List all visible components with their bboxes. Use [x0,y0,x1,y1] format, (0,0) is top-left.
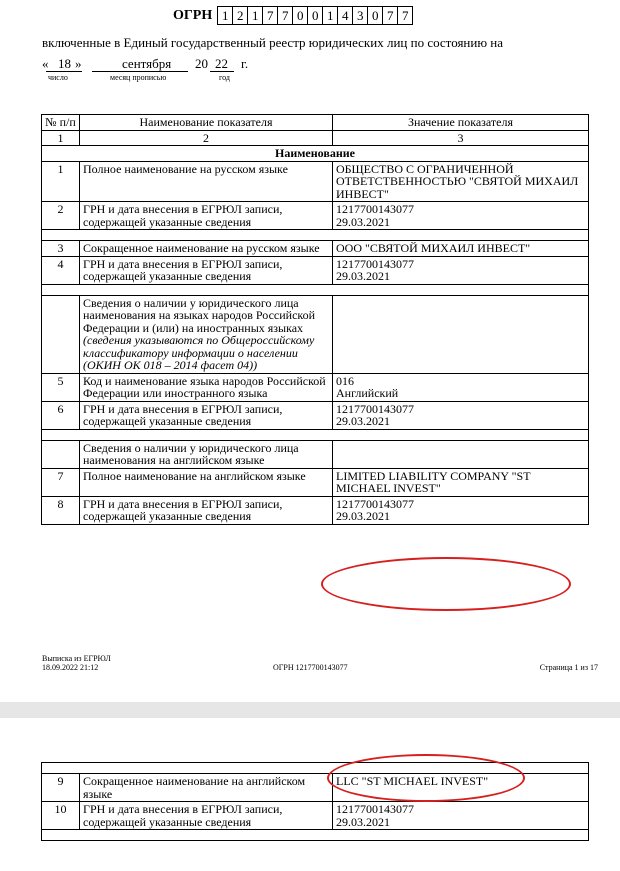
table-row [42,774,589,802]
month-caption: месяц прописью [110,73,167,82]
row-number: 5 [42,373,80,401]
row-number: 1 [42,161,80,202]
ogrn-digit: 4 [337,6,353,25]
column-number-row [42,130,589,146]
ogrn-digit: 7 [277,6,293,25]
grn-value: 1217700143077 [336,496,414,511]
row-label: Сокращенное наименование на английском языке [80,774,333,802]
grn-value: 1217700143077 [336,401,414,416]
row-value: ОБЩЕСТВО С ОГРАНИЧЕННОЙ ОТВЕТСТВЕННОСТЬЮ "СВЯТОЙ МИХАИЛ ИНВЕСТ" [333,161,589,202]
row-value [333,256,589,284]
column-number: 1 [42,130,80,146]
ogrn-digit: 0 [292,6,308,25]
row-value [333,373,589,401]
row-number: 3 [42,241,80,257]
spacer-row [42,230,589,241]
spacer-row [42,830,589,841]
egrul-table [41,114,589,525]
row-value [333,496,589,524]
date-month: сентября [122,56,172,71]
row-value: ООО "СВЯТОЙ МИХАИЛ ИНВЕСТ" [333,241,589,257]
row-label: ГРН и дата внесения в ЕГРЮЛ записи, содержащей указанные сведения [80,802,333,830]
section-row [42,146,589,162]
table-row [42,440,589,468]
record-date: 29.03.2021 [336,269,390,283]
row-number [42,295,80,373]
record-date: 29.03.2021 [336,214,390,229]
row-number: 6 [42,401,80,429]
ogrn-header [173,6,413,25]
table-row [42,802,589,830]
year-suffix: г. [241,56,249,71]
language-name: Английский [336,386,399,400]
document-page-2 [0,718,620,871]
table-row [42,401,589,429]
row-value [333,440,589,468]
column-header: Наименование показателя [80,115,333,131]
section-title: Наименование [42,146,589,162]
ogrn-label: ОГРН [173,7,213,23]
row-number: 10 [42,802,80,830]
grn-value: 1217700143077 [336,202,414,216]
row-label: ГРН и дата внесения в ЕГРЮЛ записи, содержащей указанные сведения [80,401,333,429]
table-row [42,161,589,202]
table-row [42,202,589,230]
column-number: 3 [333,130,589,146]
row-number [42,440,80,468]
egrul-table-continued [41,762,589,841]
table-row [42,256,589,284]
row-label: Полное наименование на английском языке [80,468,333,496]
column-header: Значение показателя [333,115,589,131]
row-label: ГРН и дата внесения в ЕГРЮЛ записи, содержащей указанные сведения [80,496,333,524]
language-code: 016 [336,373,354,388]
column-header: № п/п [42,115,80,131]
close-quote: » [75,56,82,71]
ogrn-digit: 7 [382,6,398,25]
spacer-row [42,429,589,440]
footer-ogrn: ОГРН 1217700143077 [273,663,348,672]
day-caption: число [48,73,68,82]
column-number: 2 [80,130,333,146]
ogrn-digit: 0 [307,6,323,25]
record-date: 29.03.2021 [336,414,390,428]
table-row [42,241,589,257]
ogrn-digit: 1 [217,6,233,25]
ogrn-digit: 1 [247,6,263,25]
footer-datetime: 18.09.2022 21:12 [42,663,99,672]
day-underline [46,71,82,72]
ogrn-digit: 1 [322,6,338,25]
ogrn-digit: 7 [262,6,278,25]
footer-source-label: Выписка из ЕГРЮЛ [42,654,111,663]
footer-page-number: Страница 1 из 17 [539,663,598,672]
table-header-row [42,115,589,131]
grn-value: 1217700143077 [336,256,414,271]
month-underline [92,71,188,72]
spacer-row [42,284,589,295]
row-number: 9 [42,774,80,802]
row-number: 7 [42,468,80,496]
row-number: 2 [42,202,80,230]
ogrn-digit: 2 [232,6,248,25]
record-date: 29.03.2021 [336,814,390,829]
table-row [42,295,589,373]
row-value [333,295,589,373]
row-label: Сведения о наличии у юридического лица наименования на английском языке [80,440,333,468]
row-label: Сокращенное наименование на русском языке [80,241,333,257]
classifier-note: (сведения указываются по Общероссийскому классификатору информации о населении (ОКИН ОК 018 – 2014 фасет 04)) [83,333,315,372]
record-date: 29.03.2021 [336,509,390,523]
subsection-title: Сведения о наличии у юридического лица наименования на языках народов Российской Федерации и (или) на иностранных языках [83,295,316,335]
date-year: 22 [215,56,228,71]
ogrn-digit: 7 [397,6,413,25]
table-row [42,373,589,401]
row-label: Полное наименование на русском языке [80,161,333,202]
table-row [42,496,589,524]
footer-source [42,654,111,672]
row-value [333,202,589,230]
row-label: ГРН и дата внесения в ЕГРЮЛ записи, содержащей указанные сведения [80,256,333,284]
row-number: 4 [42,256,80,284]
row-label: Код и наименование языка народов Российской Федерации или иностранного языка [80,373,333,401]
grn-value: 1217700143077 [336,802,414,816]
row-number: 8 [42,496,80,524]
spacer-row [42,763,589,774]
date-century: 20 [195,56,208,71]
intro-text: включенные в Единый государственный реестр юридических лиц по состоянию на [42,35,504,50]
row-value: LLC "ST MICHAEL INVEST" [333,774,589,802]
row-label [80,295,333,373]
table-row [42,468,589,496]
row-value [333,401,589,429]
year-underline [210,71,234,72]
date-day: 18 [58,56,71,71]
year-caption: год [219,73,230,82]
open-quote: « [42,56,49,71]
row-value [333,802,589,830]
ogrn-digit: 3 [352,6,368,25]
ogrn-digit: 0 [367,6,383,25]
page-separator [0,702,620,718]
row-value: LIMITED LIABILITY COMPANY "ST MICHAEL INVEST" [333,468,589,496]
row-label: ГРН и дата внесения в ЕГРЮЛ записи, содержащей указанные сведения [80,202,333,230]
red-highlight-circle [321,557,571,611]
